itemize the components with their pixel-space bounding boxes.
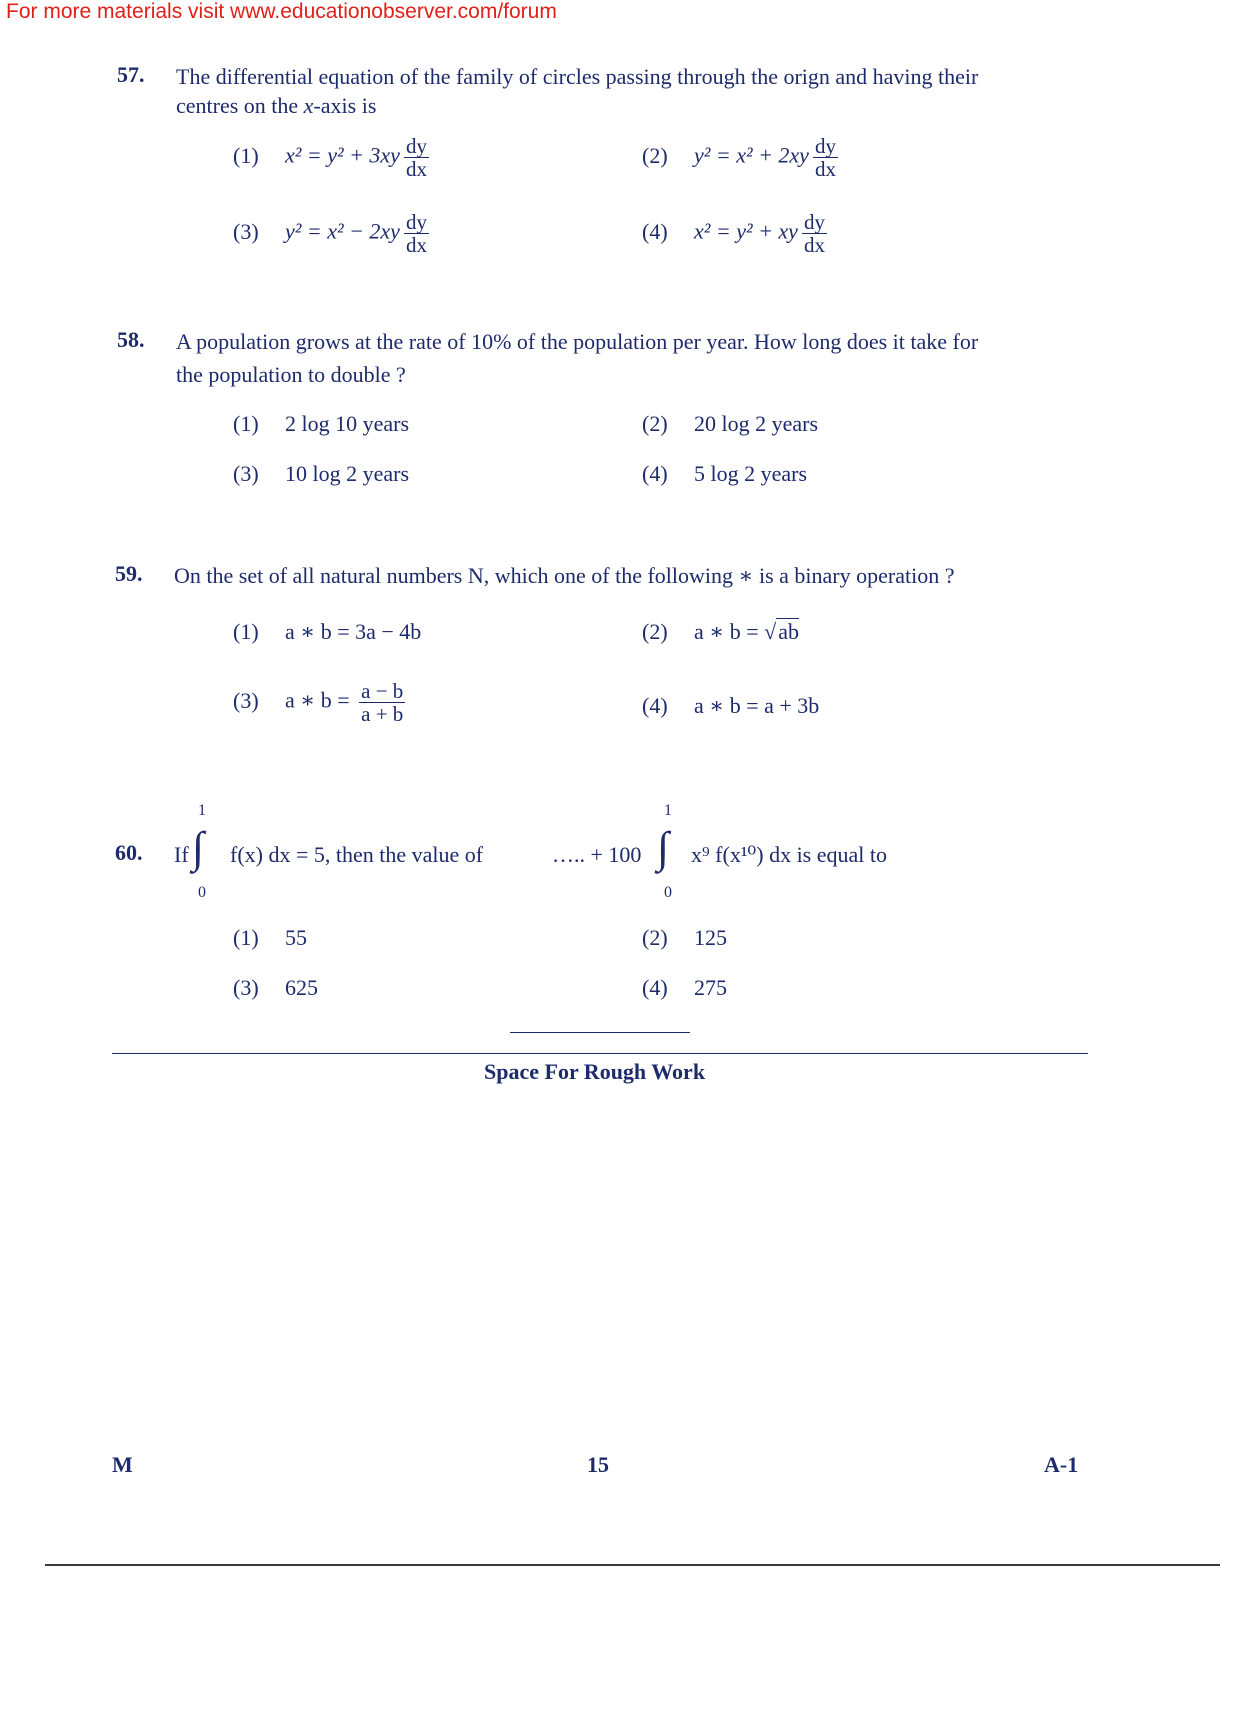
integral-sign-1: ∫: [192, 823, 205, 872]
question-58-option-2[interactable]: (2) 20 log 2 years: [642, 411, 819, 436]
question-60-integrand-1: f(x) dx = 5, then the value of: [230, 842, 484, 867]
question-60-option-3[interactable]: (3) 625: [233, 975, 318, 1000]
integral-1-upper-limit: 1: [198, 802, 206, 819]
question-60-integrand-2: x⁹ f(x¹⁰) dx is equal to: [691, 842, 887, 867]
question-57-text-line1: The differential equation of the family of circles passing through the orign and having their: [176, 64, 979, 89]
question-59-option-4[interactable]: (4) a ∗ b = a + 3b: [642, 693, 820, 718]
page-number: 15: [587, 1452, 609, 1477]
question-59-option-2[interactable]: (2) a ∗ b = √ab: [642, 619, 799, 644]
question-59-number: 59.: [115, 561, 143, 586]
question-58-text-line2: the population to double ?: [176, 362, 406, 387]
question-60-option-2[interactable]: (2) 125: [642, 925, 727, 950]
site-watermark: For more materials visit www.educationobserver.com/forum: [6, 0, 557, 23]
question-57-text-line2: centres on the x-axis is: [176, 93, 377, 118]
integral-2-lower-limit: 0: [664, 884, 672, 901]
question-58-text-line1: A population grows at the rate of 10% of the population per year. How long does it take for: [176, 329, 979, 354]
question-57-option-3[interactable]: (3) y² = x² − 2xy $\frac{dy}{dx}$: [233, 210, 427, 257]
question-57-option-2[interactable]: (2) y² = x² + 2xy $\frac{dy}{dx}$: [642, 134, 836, 181]
question-60-mid: ….. + 100: [552, 842, 642, 867]
question-58-option-1[interactable]: (1) 2 log 10 years: [233, 411, 410, 436]
sqrt-sign: √: [764, 619, 777, 644]
question-58-option-3[interactable]: (3) 10 log 2 years: [233, 461, 410, 486]
question-57-option-1[interactable]: (1) x² = y² + 3xy $\frac{dy}{dx}$: [233, 134, 427, 181]
question-58-option-4[interactable]: (4) 5 log 2 years: [642, 461, 808, 486]
question-59-option-3[interactable]: (3) a ∗ b = $\frac{a - b}{a + b}$: [233, 679, 404, 726]
question-60-option-4[interactable]: (4) 275: [642, 975, 727, 1000]
question-59-text: On the set of all natural numbers N, which one of the following ∗ is a binary operation ?: [174, 563, 955, 588]
footer-version-code: A-1: [1044, 1452, 1079, 1477]
integral-sign-2: ∫: [657, 823, 670, 872]
question-58-number: 58.: [117, 327, 145, 352]
question-57-option-4[interactable]: (4) x² = y² + xy $\frac{dy}{dx}$: [642, 210, 825, 257]
rough-work-rule: [112, 1053, 1088, 1054]
page-bottom-rule: [45, 1564, 1220, 1566]
rough-work-label: Space For Rough Work: [484, 1059, 706, 1084]
question-60-if: If: [174, 842, 189, 867]
integral-2-upper-limit: 1: [664, 802, 672, 819]
question-60-number: 60.: [115, 840, 143, 865]
question-59-option-1[interactable]: (1) a ∗ b = 3a − 4b: [233, 619, 422, 644]
integral-1-lower-limit: 0: [198, 884, 206, 901]
footer-series-code: M: [112, 1452, 133, 1477]
question-60-option-1[interactable]: (1) 55: [233, 925, 307, 950]
question-57-number: 57.: [117, 62, 145, 87]
section-end-rule: [510, 1032, 690, 1033]
